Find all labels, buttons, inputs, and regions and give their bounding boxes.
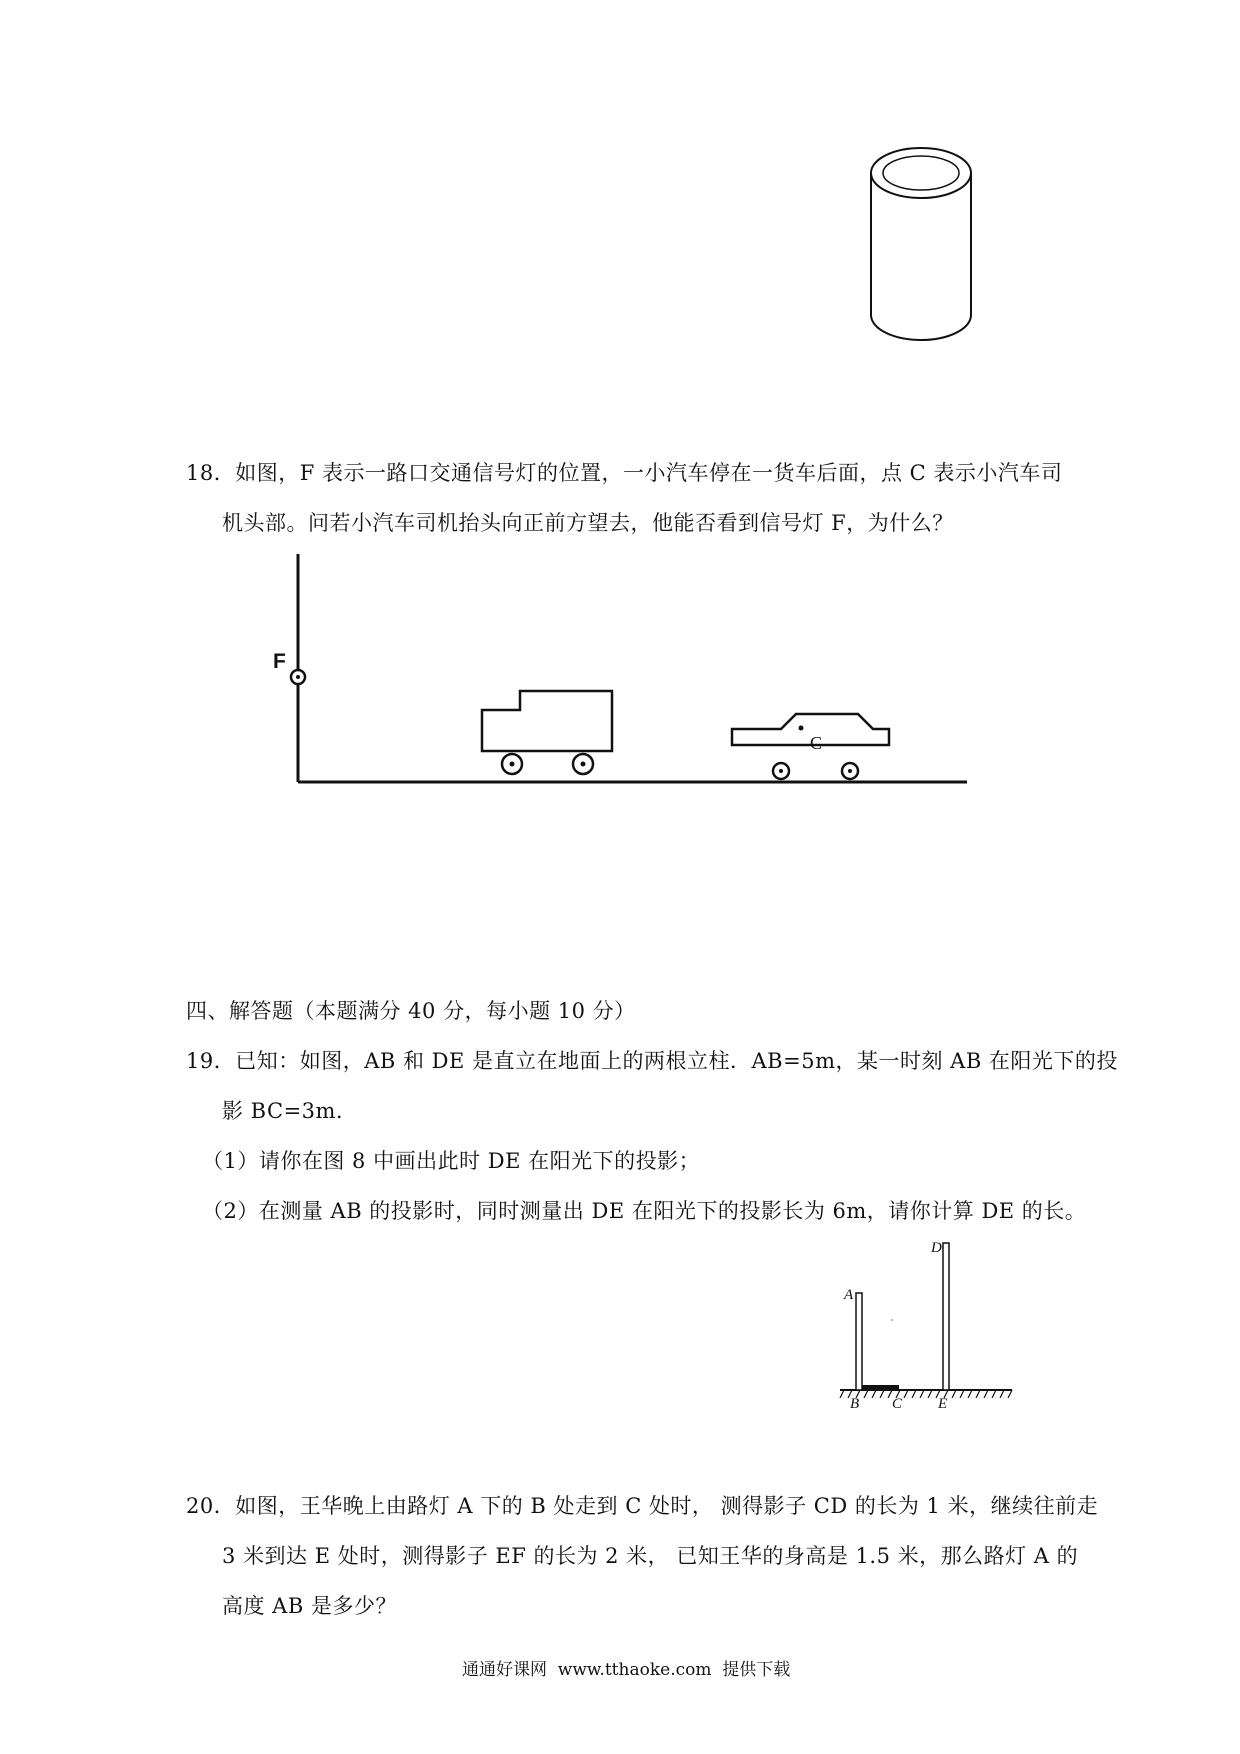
pillars-figure (840, 1240, 1020, 1420)
cylinder-figure (870, 145, 1000, 345)
q20-text-line1: 20．如图，王华晚上由路灯 A 下的 B 处走到 C 处时， 测得影子 CD 的长为 1 米，继续往前走 (186, 1494, 1099, 1518)
pillar-label-d: D (931, 1240, 942, 1256)
q19-part1: （1）请你在图 8 中画出此时 DE 在阳光下的投影； (202, 1149, 701, 1173)
q20-text-line2: 3 米到达 E 处时，测得影子 EF 的长为 2 米， 已知王华的身高是 1.5 米，那么路灯 A 的 (222, 1544, 1079, 1568)
pillar-label-e: E (938, 1396, 948, 1412)
q19-text-line1: 19．已知：如图，AB 和 DE 是直立在地面上的两根立柱．AB=5m，某一时刻 AB 在阳光下的投 (186, 1049, 1118, 1073)
traffic-scene-figure (270, 550, 980, 790)
pillar-label-c: C (892, 1396, 903, 1412)
page-footer: 通通好课网 www.tthaoke.com 提供下载 (462, 1660, 791, 1680)
signal-label-f: F (273, 650, 286, 673)
section4-heading: 四、解答题（本题满分 40 分，每小题 10 分） (186, 999, 636, 1023)
pillar-label-b: B (850, 1396, 860, 1412)
pillar-label-a: A (844, 1287, 854, 1303)
q20-text-line3: 高度 AB 是多少？ (222, 1594, 397, 1618)
q19-text-line2: 影 BC=3m. (222, 1099, 344, 1123)
q18-text-line1: 18．如图，F 表示一路口交通信号灯的位置，一小汽车停在一货车后面，点 C 表示小汽车司 (186, 461, 1063, 485)
q18-text-line2: 机头部。问若小汽车司机抬头向正前方望去，他能否看到信号灯 F，为什么？ (222, 511, 954, 535)
car-label-c: C (810, 733, 823, 753)
q19-part2: （2）在测量 AB 的投影时，同时测量出 DE 在阳光下的投影长为 6m，请你计算 DE 的长。 (202, 1199, 1087, 1223)
